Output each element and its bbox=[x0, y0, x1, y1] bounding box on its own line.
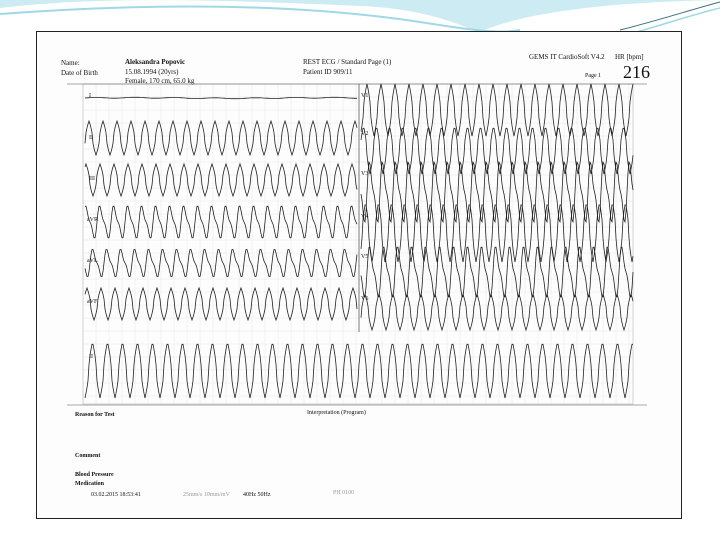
ecg-lead-waveform bbox=[85, 288, 357, 320]
header-swoosh-line-right bbox=[620, 2, 720, 30]
ecg-lead-waveform bbox=[85, 121, 357, 155]
speed-gain: 25mm/s 10mm/mV bbox=[183, 492, 230, 498]
patient-name: Aleksandra Popovic bbox=[125, 58, 186, 66]
lead-label: I bbox=[89, 93, 91, 99]
hr-label: HR [bpm] bbox=[615, 53, 644, 61]
lead-label: aVF bbox=[87, 299, 98, 305]
system-version: GEMS IT CardioSoft V4.2 bbox=[529, 53, 605, 61]
filters: 40Hz 50Hz bbox=[243, 492, 271, 498]
comment-label: Comment bbox=[75, 453, 101, 459]
patient-info: Female, 170 cm, 65.0 kg bbox=[125, 77, 195, 85]
page-number: Page 1 bbox=[585, 73, 602, 79]
report-title: REST ECG / Standard Page (1) bbox=[303, 58, 392, 66]
lead-label: V1 bbox=[361, 93, 369, 99]
lead-label: V2 bbox=[361, 131, 369, 137]
hr-value: 216 bbox=[623, 62, 650, 82]
lead-label: II bbox=[89, 135, 93, 141]
lead-label: V4 bbox=[361, 214, 369, 220]
lead-label: aVL bbox=[87, 258, 98, 264]
interpretation-label: Interpretation (Program) bbox=[307, 410, 366, 416]
grid-border bbox=[83, 84, 633, 404]
ecg-lead-waveform bbox=[85, 206, 357, 238]
bp-label: Blood Pressure bbox=[75, 472, 114, 478]
header-swoosh bbox=[0, 0, 720, 32]
timestamp: 03.02.2015 18:53:41 bbox=[91, 492, 141, 498]
lead-label: V6 bbox=[361, 296, 369, 302]
ecg-lead-waveform bbox=[361, 294, 633, 330]
medication-label: Medication bbox=[75, 481, 104, 487]
reason-label: Reason for Test bbox=[75, 412, 115, 418]
device-label: PH 0100 bbox=[333, 490, 355, 496]
ecg-lead-waveform bbox=[85, 164, 357, 196]
dob-label: Date of Birth bbox=[61, 69, 98, 77]
ecg-lead-waveform bbox=[361, 247, 633, 297]
lead-label-rhythm: II bbox=[89, 354, 93, 360]
ecg-document bbox=[36, 31, 682, 519]
ecg-lead-waveform bbox=[85, 97, 357, 98]
lead-label: aVR bbox=[87, 217, 98, 223]
lead-label: III bbox=[89, 176, 95, 182]
lead-label: V3 bbox=[361, 171, 369, 177]
dob-value: 15.08.1994 (20yrs) bbox=[125, 68, 179, 76]
patient-id: Patient ID 909/11 bbox=[303, 68, 353, 76]
ecg-lead-waveform bbox=[85, 250, 357, 277]
ecg-tracing bbox=[37, 32, 682, 519]
lead-label: V5 bbox=[361, 254, 369, 260]
name-label: Name: bbox=[61, 59, 80, 67]
